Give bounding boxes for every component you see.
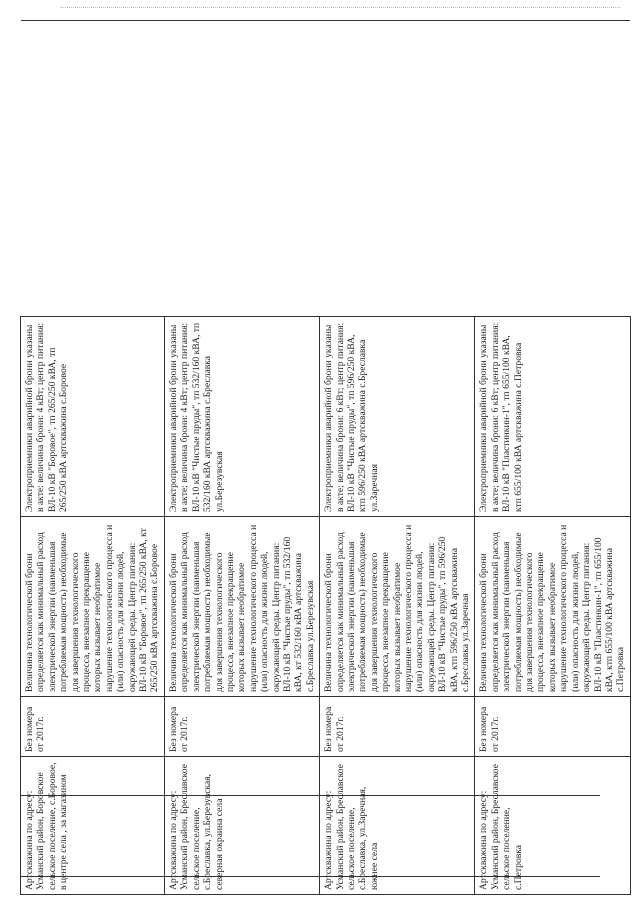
emergency-cell: Электроприемники аварийной брони указаны в акте; величина брони: 6 кВт; центр питания: ВЛ-10 кВ "Пластинкин-1", тп 655/100 кВА, ктп 655/100 кВА артскважина с.Петровка [475,317,630,517]
emergency-cell: Электроприемники аварийной брони указаны в акте: величина брони: 4 кВт; центр питания: ВЛ-10 кВ "Боровое", тп 265/250 кВА, тп 265/250 кВА артскважина с.Боровое [21,317,165,517]
description-cell: Величина технологической брони определяется как минимальный расход электрической энергии (наименьшая потребляемая мощность) необходимые для завершения технологического процесса, внезапное прекращение которых вызывает необратимое нарушение технологического процесса и (или) опасность для жизни людей, окружающей среды. Центр питания: ВЛ-10 кВ "Пластинкин-1", тп 655/100 кВА, ктп 655/100 кВА артскважина с.Петровка [475,517,630,697]
scan-artifact [60,7,620,8]
description-cell: Величина технологической брони определяется как минимальный расход электрической энергии (наименьшая потребляемая мощность) необходимые для завершения технологического процесса, внезапное прекращение которых вызывает необратимое нарушение технологического процесса и (или) опасность для жизни людей, окружающей среды. Центр питания: ВЛ-10 кВ "Чистые пруды", тп 532/160 кВА, кт 532/160 кВА артскважина с.Бреславка ул.Березувская [164,517,319,697]
table-row [475,21,630,895]
address-cell: Артскважина по адресу: Усманский район, Бреславское сельское поселение, с.Бреславка, ул.Березувская, северная окраина села [164,757,319,895]
blank-cell [164,21,319,317]
address-cell: Артскважина по адресу: Усманский район, Бреславское сельское поселение, с.Бреславка, ул.Заречная, южнее села [320,757,475,895]
emergency-cell: Электроприемники аварийной брони указаны в акте; величина брони: 6 кВт; центр питания: ВЛ-10 кВ "Чистые пруды", тп 596/250 кВА, ктп 596/250 кВА артскважина с.Бреславка ул.Заречная [320,317,475,517]
table-row [21,21,165,895]
blank-cell [475,21,630,317]
table-row [320,21,475,895]
horizontal-rule [20,876,600,877]
number-cell: Без номера от 2017г. [164,697,319,757]
blank-cell [21,21,165,317]
number-cell: Без номера от 2017г. [21,697,165,757]
rotated-table-wrapper [20,21,627,895]
reserve-table [20,20,631,895]
blank-cell [320,21,475,317]
number-cell: Без номера от 2017г. [475,697,630,757]
address-cell: Артскважина по адресу: Усманский район, Бреславское сельское поселение, с.Петровка [475,757,630,895]
number-cell: Без номера от 2017г. [320,697,475,757]
address-cell: Артскважина по адресу: Усманский район, Боровское сельское поселение, с.Боровое, в центре села , за магазином [21,757,165,895]
description-cell: Величина технологической брони определяется как минимальный расход электрической энергии (наименьшая потребляемая мощность) необходимые для завершения технологического процесса, внезапное прекращение которых вызывает необратимое нарушение технологического процесса и (или) опасность для жизни людей, окружающей среды. Центр питания: ВЛ-10 кВ "Боровое", тп 265/250 кВА, кт 265/250 кВА артскважина с.Боровое [21,517,165,697]
description-cell: Величина технологической брони определяется как минимальный расход электрической энергии (наименьшая потребляемая мощность) необходимые для завершения технологического процесса, внезапное прекращение которых вызывает необратимое нарушение технологического процесса и (или) опасность для жизни людей, окружающей среды. Центр питания: ВЛ-10 кВ "Чистые пруды", тп 596/250 кВА, ктп 596/250 кВА артскважина с.Бреславка ул.Заречная [320,517,475,697]
horizontal-rule [20,795,600,796]
table-row [164,21,319,895]
emergency-cell: Электроприемники аварийной брони указаны в акте; величина брони: 4 кВт; центр питания: ВЛ-10 кВ "Чистые пруды", тп 532/160 кВА, тп 532/160 кВА артскважина с.Бреславка ул.Березувская [164,317,319,517]
